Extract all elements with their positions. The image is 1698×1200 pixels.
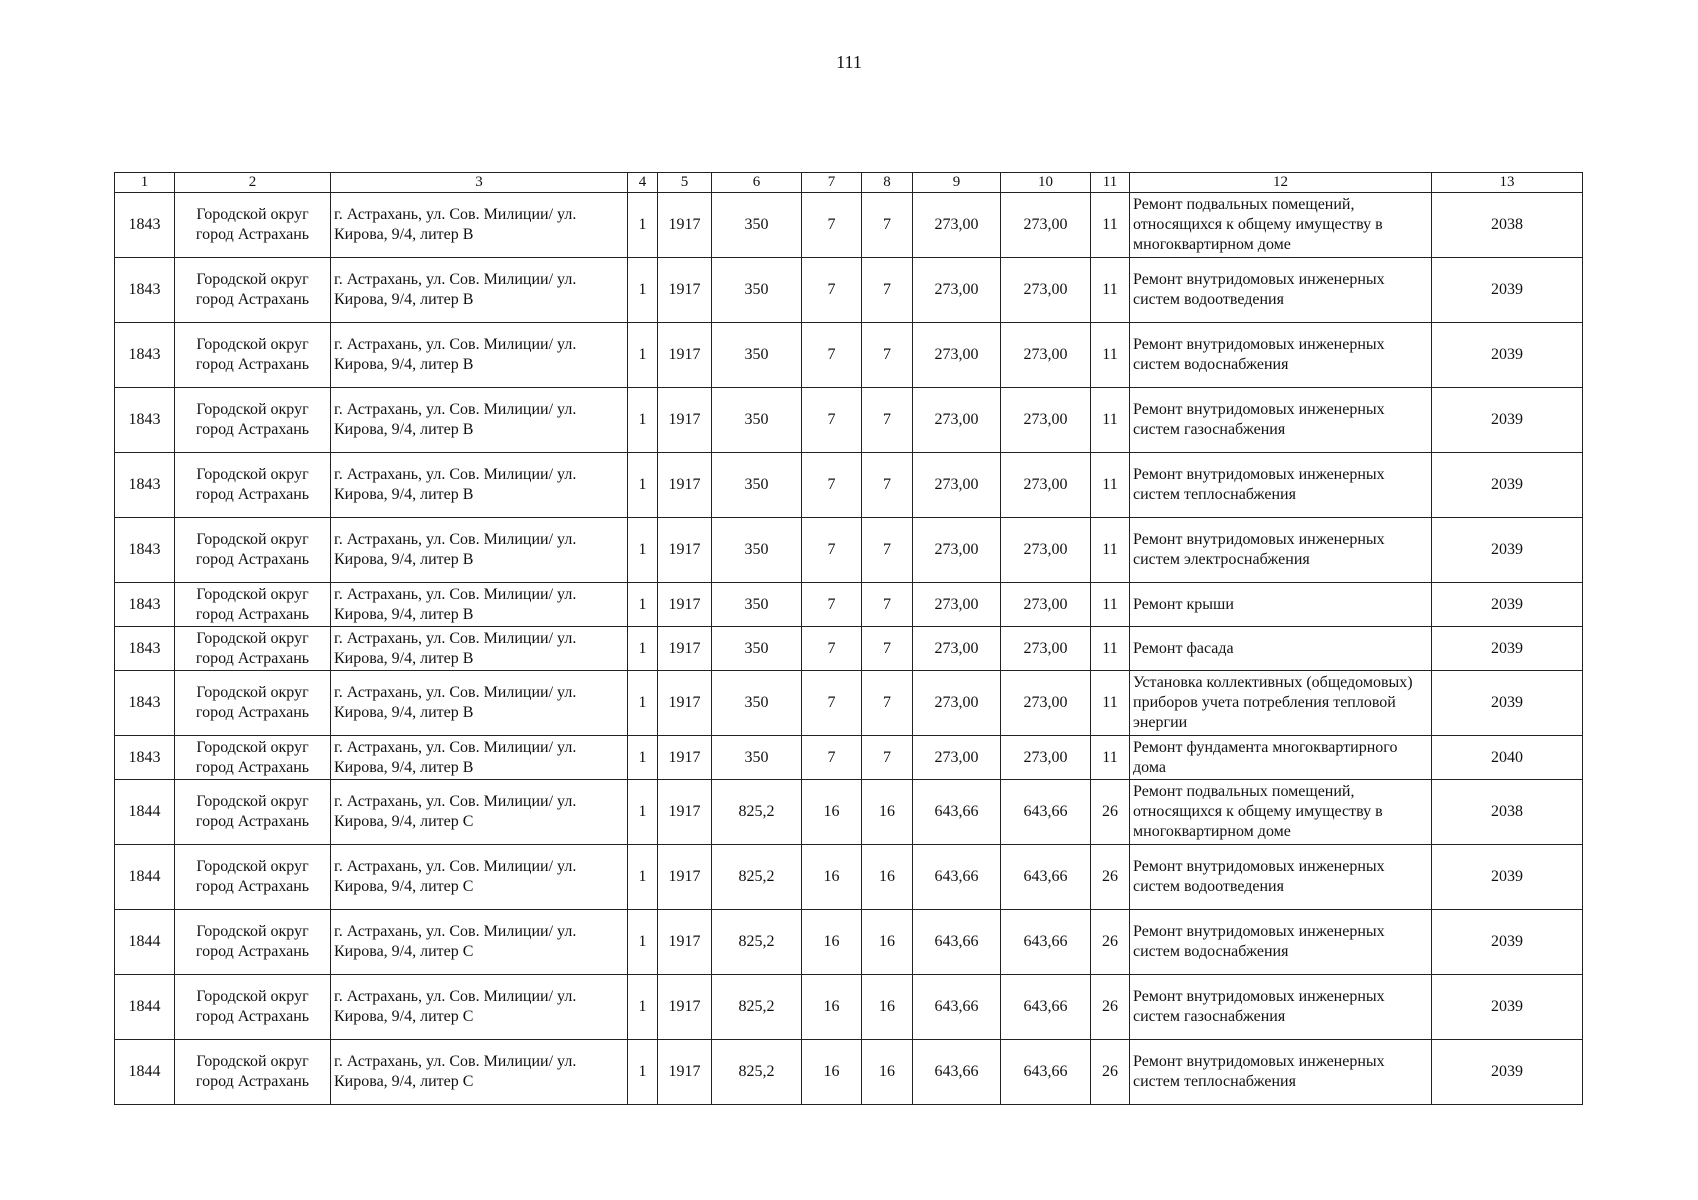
col-11-value: 11: [1091, 388, 1130, 453]
municipality: Городской округ город Астрахань: [175, 1040, 331, 1105]
planned-year: 2039: [1432, 388, 1583, 453]
work-type: Ремонт внутридомовых инженерных систем водоснабжения: [1130, 910, 1432, 975]
column-header-6: 6: [712, 173, 802, 193]
area-value-9: 273,00: [913, 453, 1001, 518]
column-header-11: 11: [1091, 173, 1130, 193]
col-4-value: 1: [628, 736, 658, 780]
work-type: Ремонт внутридомовых инженерных систем теплоснабжения: [1130, 1040, 1432, 1105]
column-header-10: 10: [1001, 173, 1091, 193]
work-type: Ремонт фундамента многоквартирного дома: [1130, 736, 1432, 780]
build-year: 1917: [658, 627, 712, 671]
object-number: 1844: [115, 845, 175, 910]
table-row: [115, 193, 1583, 258]
col-8-value: 7: [862, 453, 913, 518]
col-7-value: 16: [802, 910, 862, 975]
area-value-9: 273,00: [913, 736, 1001, 780]
planned-year: 2039: [1432, 258, 1583, 323]
area-value-10: 643,66: [1001, 780, 1091, 845]
col-7-value: 7: [802, 518, 862, 583]
work-type: Ремонт внутридомовых инженерных систем водоотведения: [1130, 258, 1432, 323]
col-4-value: 1: [628, 1040, 658, 1105]
col-8-value: 7: [862, 736, 913, 780]
col-8-value: 16: [862, 780, 913, 845]
total-area: 350: [712, 258, 802, 323]
area-value-10: 643,66: [1001, 975, 1091, 1040]
planned-year: 2039: [1432, 1040, 1583, 1105]
area-value-9: 273,00: [913, 323, 1001, 388]
work-type: Ремонт внутридомовых инженерных систем теплоснабжения: [1130, 453, 1432, 518]
object-number: 1843: [115, 193, 175, 258]
address: г. Астрахань, ул. Сов. Милиции/ ул. Кирова, 9/4, литер В: [331, 258, 628, 323]
col-7-value: 7: [802, 193, 862, 258]
build-year: 1917: [658, 258, 712, 323]
column-header-4: 4: [628, 173, 658, 193]
address: г. Астрахань, ул. Сов. Милиции/ ул. Кирова, 9/4, литер В: [331, 736, 628, 780]
col-8-value: 7: [862, 323, 913, 388]
address: г. Астрахань, ул. Сов. Милиции/ ул. Кирова, 9/4, литер В: [331, 388, 628, 453]
planned-year: 2038: [1432, 780, 1583, 845]
area-value-10: 273,00: [1001, 736, 1091, 780]
area-value-9: 273,00: [913, 388, 1001, 453]
table-row: [115, 975, 1583, 1040]
planned-year: 2039: [1432, 518, 1583, 583]
work-type: Ремонт фасада: [1130, 627, 1432, 671]
col-11-value: 11: [1091, 323, 1130, 388]
planned-year: 2039: [1432, 627, 1583, 671]
area-value-10: 273,00: [1001, 518, 1091, 583]
object-number: 1843: [115, 258, 175, 323]
object-number: 1844: [115, 975, 175, 1040]
municipality: Городской округ город Астрахань: [175, 736, 331, 780]
total-area: 350: [712, 671, 802, 736]
table-row: [115, 583, 1583, 627]
table-row: [115, 388, 1583, 453]
municipality: Городской округ город Астрахань: [175, 258, 331, 323]
total-area: 350: [712, 518, 802, 583]
col-11-value: 11: [1091, 627, 1130, 671]
col-8-value: 16: [862, 1040, 913, 1105]
address: г. Астрахань, ул. Сов. Милиции/ ул. Кирова, 9/4, литер В: [331, 583, 628, 627]
build-year: 1917: [658, 323, 712, 388]
address: г. Астрахань, ул. Сов. Милиции/ ул. Кирова, 9/4, литер В: [331, 518, 628, 583]
planned-year: 2039: [1432, 845, 1583, 910]
planned-year: 2039: [1432, 323, 1583, 388]
area-value-10: 643,66: [1001, 910, 1091, 975]
table-row: [115, 627, 1583, 671]
planned-year: 2039: [1432, 583, 1583, 627]
area-value-10: 273,00: [1001, 453, 1091, 518]
planned-year: 2039: [1432, 671, 1583, 736]
area-value-10: 643,66: [1001, 1040, 1091, 1105]
page-number: 111: [836, 52, 862, 72]
table-row: [115, 323, 1583, 388]
area-value-9: 643,66: [913, 780, 1001, 845]
address: г. Астрахань, ул. Сов. Милиции/ ул. Кирова, 9/4, литер В: [331, 453, 628, 518]
col-11-value: 11: [1091, 193, 1130, 258]
col-7-value: 7: [802, 671, 862, 736]
build-year: 1917: [658, 1040, 712, 1105]
col-11-value: 26: [1091, 975, 1130, 1040]
area-value-9: 273,00: [913, 583, 1001, 627]
area-value-10: 273,00: [1001, 388, 1091, 453]
object-number: 1843: [115, 518, 175, 583]
col-8-value: 7: [862, 518, 913, 583]
build-year: 1917: [658, 193, 712, 258]
col-8-value: 7: [862, 193, 913, 258]
object-number: 1844: [115, 780, 175, 845]
column-header-5: 5: [658, 173, 712, 193]
work-type: Ремонт внутридомовых инженерных систем газоснабжения: [1130, 975, 1432, 1040]
work-type: Ремонт внутридомовых инженерных систем газоснабжения: [1130, 388, 1432, 453]
area-value-9: 273,00: [913, 518, 1001, 583]
col-4-value: 1: [628, 518, 658, 583]
col-7-value: 16: [802, 975, 862, 1040]
col-4-value: 1: [628, 193, 658, 258]
area-value-10: 643,66: [1001, 845, 1091, 910]
municipality: Городской округ город Астрахань: [175, 193, 331, 258]
planned-year: 2039: [1432, 975, 1583, 1040]
area-value-9: 273,00: [913, 258, 1001, 323]
col-8-value: 7: [862, 627, 913, 671]
build-year: 1917: [658, 845, 712, 910]
total-area: 350: [712, 193, 802, 258]
object-number: 1844: [115, 1040, 175, 1105]
address: г. Астрахань, ул. Сов. Милиции/ ул. Кирова, 9/4, литер С: [331, 780, 628, 845]
municipality: Городской округ город Астрахань: [175, 518, 331, 583]
area-value-10: 273,00: [1001, 193, 1091, 258]
column-header-7: 7: [802, 173, 862, 193]
object-number: 1844: [115, 910, 175, 975]
col-7-value: 7: [802, 258, 862, 323]
col-8-value: 16: [862, 910, 913, 975]
col-8-value: 16: [862, 845, 913, 910]
column-header-9: 9: [913, 173, 1001, 193]
column-header-3: 3: [331, 173, 628, 193]
total-area: 825,2: [712, 845, 802, 910]
object-number: 1843: [115, 736, 175, 780]
col-7-value: 7: [802, 583, 862, 627]
build-year: 1917: [658, 910, 712, 975]
municipality: Городской округ город Астрахань: [175, 780, 331, 845]
area-value-9: 273,00: [913, 671, 1001, 736]
col-11-value: 11: [1091, 583, 1130, 627]
col-8-value: 7: [862, 388, 913, 453]
total-area: 350: [712, 583, 802, 627]
municipality: Городской округ город Астрахань: [175, 453, 331, 518]
area-value-9: 643,66: [913, 910, 1001, 975]
col-4-value: 1: [628, 258, 658, 323]
col-11-value: 11: [1091, 736, 1130, 780]
build-year: 1917: [658, 736, 712, 780]
column-header-1: 1: [115, 173, 175, 193]
col-4-value: 1: [628, 975, 658, 1040]
column-header-12: 12: [1130, 173, 1432, 193]
column-number-row: [115, 173, 1583, 193]
total-area: 825,2: [712, 910, 802, 975]
work-type: Ремонт внутридомовых инженерных систем водоотведения: [1130, 845, 1432, 910]
table-row: [115, 736, 1583, 780]
municipality: Городской округ город Астрахань: [175, 583, 331, 627]
area-value-9: 273,00: [913, 627, 1001, 671]
col-4-value: 1: [628, 323, 658, 388]
col-11-value: 11: [1091, 453, 1130, 518]
col-4-value: 1: [628, 453, 658, 518]
build-year: 1917: [658, 780, 712, 845]
table-row: [115, 845, 1583, 910]
object-number: 1843: [115, 388, 175, 453]
area-value-10: 273,00: [1001, 671, 1091, 736]
work-type: Установка коллективных (общедомовых) приборов учета потребления тепловой энергии: [1130, 671, 1432, 736]
address: г. Астрахань, ул. Сов. Милиции/ ул. Кирова, 9/4, литер В: [331, 323, 628, 388]
col-7-value: 7: [802, 736, 862, 780]
area-value-9: 643,66: [913, 845, 1001, 910]
address: г. Астрахань, ул. Сов. Милиции/ ул. Кирова, 9/4, литер В: [331, 627, 628, 671]
municipality: Городской округ город Астрахань: [175, 975, 331, 1040]
object-number: 1843: [115, 583, 175, 627]
column-header-13: 13: [1432, 173, 1583, 193]
total-area: 825,2: [712, 975, 802, 1040]
column-header-8: 8: [862, 173, 913, 193]
area-value-9: 643,66: [913, 1040, 1001, 1105]
address: г. Астрахань, ул. Сов. Милиции/ ул. Кирова, 9/4, литер С: [331, 975, 628, 1040]
table-row: [115, 780, 1583, 845]
col-8-value: 16: [862, 975, 913, 1040]
object-number: 1843: [115, 627, 175, 671]
col-8-value: 7: [862, 258, 913, 323]
col-4-value: 1: [628, 910, 658, 975]
col-7-value: 16: [802, 1040, 862, 1105]
table-body: [115, 193, 1583, 1105]
col-4-value: 1: [628, 845, 658, 910]
col-4-value: 1: [628, 388, 658, 453]
total-area: 350: [712, 323, 802, 388]
work-type: Ремонт крыши: [1130, 583, 1432, 627]
planned-year: 2039: [1432, 910, 1583, 975]
total-area: 350: [712, 736, 802, 780]
municipality: Городской округ город Астрахань: [175, 671, 331, 736]
table-row: [115, 910, 1583, 975]
object-number: 1843: [115, 671, 175, 736]
address: г. Астрахань, ул. Сов. Милиции/ ул. Кирова, 9/4, литер С: [331, 1040, 628, 1105]
table-row: [115, 518, 1583, 583]
col-7-value: 7: [802, 323, 862, 388]
planned-year: 2040: [1432, 736, 1583, 780]
area-value-9: 643,66: [913, 975, 1001, 1040]
build-year: 1917: [658, 975, 712, 1040]
address: г. Астрахань, ул. Сов. Милиции/ ул. Кирова, 9/4, литер В: [331, 193, 628, 258]
build-year: 1917: [658, 671, 712, 736]
col-8-value: 7: [862, 583, 913, 627]
area-value-10: 273,00: [1001, 323, 1091, 388]
col-11-value: 11: [1091, 671, 1130, 736]
total-area: 350: [712, 453, 802, 518]
municipality: Городской округ город Астрахань: [175, 627, 331, 671]
build-year: 1917: [658, 453, 712, 518]
planned-year: 2038: [1432, 193, 1583, 258]
col-4-value: 1: [628, 780, 658, 845]
object-number: 1843: [115, 323, 175, 388]
col-11-value: 26: [1091, 1040, 1130, 1105]
work-type: Ремонт внутридомовых инженерных систем водоснабжения: [1130, 323, 1432, 388]
area-value-10: 273,00: [1001, 583, 1091, 627]
area-value-10: 273,00: [1001, 627, 1091, 671]
address: г. Астрахань, ул. Сов. Милиции/ ул. Кирова, 9/4, литер С: [331, 845, 628, 910]
build-year: 1917: [658, 388, 712, 453]
address: г. Астрахань, ул. Сов. Милиции/ ул. Кирова, 9/4, литер С: [331, 910, 628, 975]
col-11-value: 26: [1091, 780, 1130, 845]
col-7-value: 16: [802, 780, 862, 845]
build-year: 1917: [658, 583, 712, 627]
municipality: Городской округ город Астрахань: [175, 910, 331, 975]
total-area: 825,2: [712, 780, 802, 845]
area-value-10: 273,00: [1001, 258, 1091, 323]
column-header-2: 2: [175, 173, 331, 193]
total-area: 350: [712, 388, 802, 453]
repair-schedule-table: [114, 172, 1583, 1105]
address: г. Астрахань, ул. Сов. Милиции/ ул. Кирова, 9/4, литер В: [331, 671, 628, 736]
table-row: [115, 671, 1583, 736]
col-7-value: 7: [802, 388, 862, 453]
table-row: [115, 1040, 1583, 1105]
total-area: 825,2: [712, 1040, 802, 1105]
build-year: 1917: [658, 518, 712, 583]
work-type: Ремонт внутридомовых инженерных систем электроснабжения: [1130, 518, 1432, 583]
area-value-9: 273,00: [913, 193, 1001, 258]
col-7-value: 16: [802, 845, 862, 910]
col-4-value: 1: [628, 627, 658, 671]
municipality: Городской округ город Астрахань: [175, 323, 331, 388]
total-area: 350: [712, 627, 802, 671]
work-type: Ремонт подвальных помещений, относящихся к общему имуществу в многоквартирном доме: [1130, 193, 1432, 258]
table-row: [115, 453, 1583, 518]
col-11-value: 26: [1091, 845, 1130, 910]
col-7-value: 7: [802, 627, 862, 671]
col-11-value: 11: [1091, 518, 1130, 583]
table-row: [115, 258, 1583, 323]
municipality: Городской округ город Астрахань: [175, 845, 331, 910]
object-number: 1843: [115, 453, 175, 518]
col-4-value: 1: [628, 671, 658, 736]
col-11-value: 11: [1091, 258, 1130, 323]
col-4-value: 1: [628, 583, 658, 627]
col-7-value: 7: [802, 453, 862, 518]
planned-year: 2039: [1432, 453, 1583, 518]
work-type: Ремонт подвальных помещений, относящихся к общему имуществу в многоквартирном доме: [1130, 780, 1432, 845]
municipality: Городской округ город Астрахань: [175, 388, 331, 453]
col-8-value: 7: [862, 671, 913, 736]
col-11-value: 26: [1091, 910, 1130, 975]
